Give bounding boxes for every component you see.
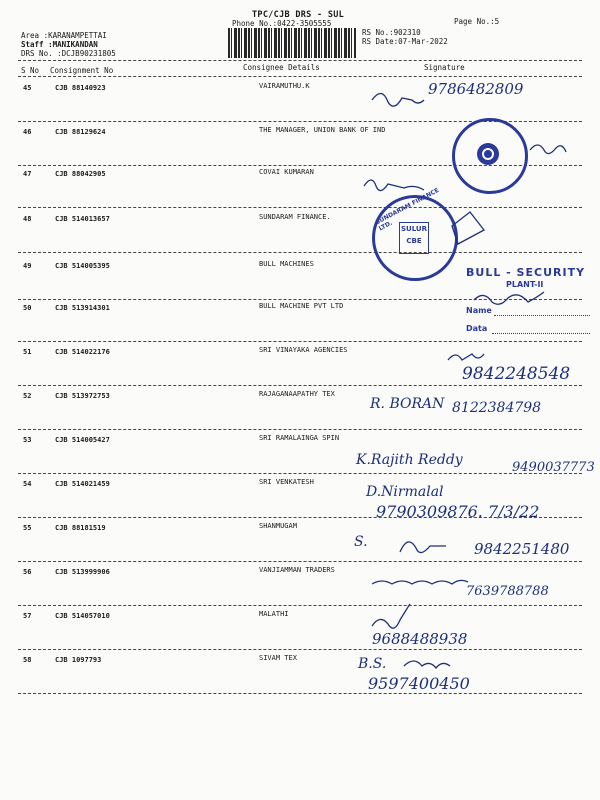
signature-mark-48 bbox=[452, 212, 484, 244]
row-handwritten-name: S. bbox=[354, 534, 368, 550]
row-handwritten-phone: 9597400450 bbox=[368, 674, 470, 693]
row-consignee: COVAI KUMARAN bbox=[259, 168, 314, 176]
row-consignee: VANJIAMMAN TRADERS bbox=[259, 566, 335, 574]
row-handwritten-phone: 8122384798 bbox=[452, 400, 542, 416]
row-consignment: CJB 88042905 bbox=[55, 170, 106, 178]
row-consignment: CJB 88140923 bbox=[55, 84, 106, 92]
row-consignment: CJB 514005427 bbox=[55, 436, 110, 444]
signature-mark-57 bbox=[372, 604, 410, 628]
row-serial: 56 bbox=[23, 568, 32, 576]
row-consignment: CJB 88181519 bbox=[55, 524, 106, 532]
row-consignee: BULL MACHINES bbox=[259, 260, 314, 268]
sundaram-ring-text: SUNDARAM FINANCE LTD. bbox=[374, 186, 441, 233]
bull-stamp-name-label: Name bbox=[466, 306, 492, 315]
phone-number: Phone No.:0422-3505555 bbox=[232, 19, 332, 28]
row-consignee: THE MANAGER, UNION BANK OF IND bbox=[259, 126, 386, 134]
drs-number: DRS No. :DCJB90231805 bbox=[21, 49, 116, 58]
row-serial: 46 bbox=[23, 128, 32, 136]
row-consignee: VAIRAMUTHU.K bbox=[259, 82, 310, 90]
row-handwritten-phone: 9786482809 bbox=[428, 80, 524, 98]
row-consignment: CJB 513972753 bbox=[55, 392, 110, 400]
row-handwritten-phone: 9790309876. 7/3/22 bbox=[376, 502, 540, 521]
rs-number: RS No.:902310 bbox=[362, 28, 421, 37]
col-header-consignee: Consignee Details bbox=[243, 63, 320, 72]
row-consignee: SRI RAMALAINGA SPIN bbox=[259, 434, 340, 442]
row-handwritten-phone: 9842251480 bbox=[474, 540, 570, 558]
row-consignee: RAJAGANAAPATHY TEX bbox=[259, 390, 335, 398]
row-serial: 53 bbox=[23, 436, 32, 444]
document-title: TPC/CJB DRS - SUL bbox=[252, 10, 345, 20]
row-serial: 45 bbox=[23, 84, 32, 92]
row-consignee: BULL MACHINE PVT LTD bbox=[259, 302, 344, 310]
row-consignee: SRI VENKATESH bbox=[259, 478, 314, 486]
signature-mark-51 bbox=[448, 354, 484, 360]
sundaram-branch: SULUR bbox=[400, 225, 427, 233]
row-consignee: SUNDARAM FINANCE. bbox=[259, 213, 331, 221]
row-consignment: CJB 513999906 bbox=[55, 568, 110, 576]
bull-stamp-date-label: Data bbox=[466, 324, 488, 333]
row-serial: 54 bbox=[23, 480, 32, 488]
bull-security-stamp-subtitle: PLANT-II bbox=[506, 280, 544, 289]
row-handwritten-phone: 9842248548 bbox=[462, 364, 571, 384]
row-handwritten-name: K.Rajith Reddy bbox=[356, 452, 463, 468]
col-header-sno: S No bbox=[21, 66, 40, 75]
row-serial: 57 bbox=[23, 612, 32, 620]
signature-mark-46 bbox=[530, 145, 566, 154]
staff-field: Staff :MANIKANDAN bbox=[21, 40, 98, 49]
col-header-signature: Signature bbox=[424, 63, 465, 72]
row-serial: 52 bbox=[23, 392, 32, 400]
row-serial: 50 bbox=[23, 304, 32, 312]
row-consignee: MALATHI bbox=[259, 610, 289, 618]
row-serial: 55 bbox=[23, 524, 32, 532]
signature-mark-58 bbox=[404, 661, 450, 668]
col-header-consignment: Consignment No bbox=[50, 66, 114, 75]
row-consignee: SRI VINAYAKA AGENCIES bbox=[259, 346, 348, 354]
row-handwritten-name: R. BORAN bbox=[370, 396, 445, 412]
row-consignment: CJB 514022176 bbox=[55, 348, 110, 356]
signature-mark-55 bbox=[400, 542, 446, 553]
row-serial: 47 bbox=[23, 170, 32, 178]
bull-security-stamp-title: BULL - SECURITY bbox=[466, 266, 586, 279]
row-consignment: CJB 88129624 bbox=[55, 128, 106, 136]
row-handwritten-name: B.S. bbox=[358, 656, 387, 672]
row-consignment: CJB 514021459 bbox=[55, 480, 110, 488]
row-handwritten-phone: 9688488938 bbox=[372, 630, 468, 648]
row-serial: 51 bbox=[23, 348, 32, 356]
row-consignment: CJB 514005395 bbox=[55, 262, 110, 270]
row-consignee: SHANMUGAM bbox=[259, 522, 297, 530]
signature-mark-47 bbox=[364, 180, 424, 191]
row-serial: 48 bbox=[23, 215, 32, 223]
sundaram-city: CBE bbox=[406, 237, 422, 245]
row-serial: 58 bbox=[23, 656, 32, 664]
signature-mark-50 bbox=[474, 292, 544, 304]
row-consignment: CJB 514013657 bbox=[55, 215, 110, 223]
row-handwritten-phone: 9490037773 bbox=[512, 460, 595, 475]
row-consignment: CJB 1097793 bbox=[55, 656, 102, 664]
row-serial: 49 bbox=[23, 262, 32, 270]
row-consignment: CJB 514057010 bbox=[55, 612, 110, 620]
signature-mark-56 bbox=[372, 580, 468, 584]
row-handwritten-phone: 7639788788 bbox=[466, 584, 549, 599]
page-number: Page No.:5 bbox=[454, 17, 500, 26]
rs-date: RS Date:07-Mar-2022 bbox=[362, 37, 448, 46]
area-field: Area :KARANAMPETTAI bbox=[21, 31, 107, 40]
signature-mark-45 bbox=[372, 93, 424, 106]
row-handwritten-name: D.Nirmalal bbox=[366, 484, 444, 500]
row-consignee: SIVAM TEX bbox=[259, 654, 297, 662]
row-consignment: CJB 513914301 bbox=[55, 304, 110, 312]
